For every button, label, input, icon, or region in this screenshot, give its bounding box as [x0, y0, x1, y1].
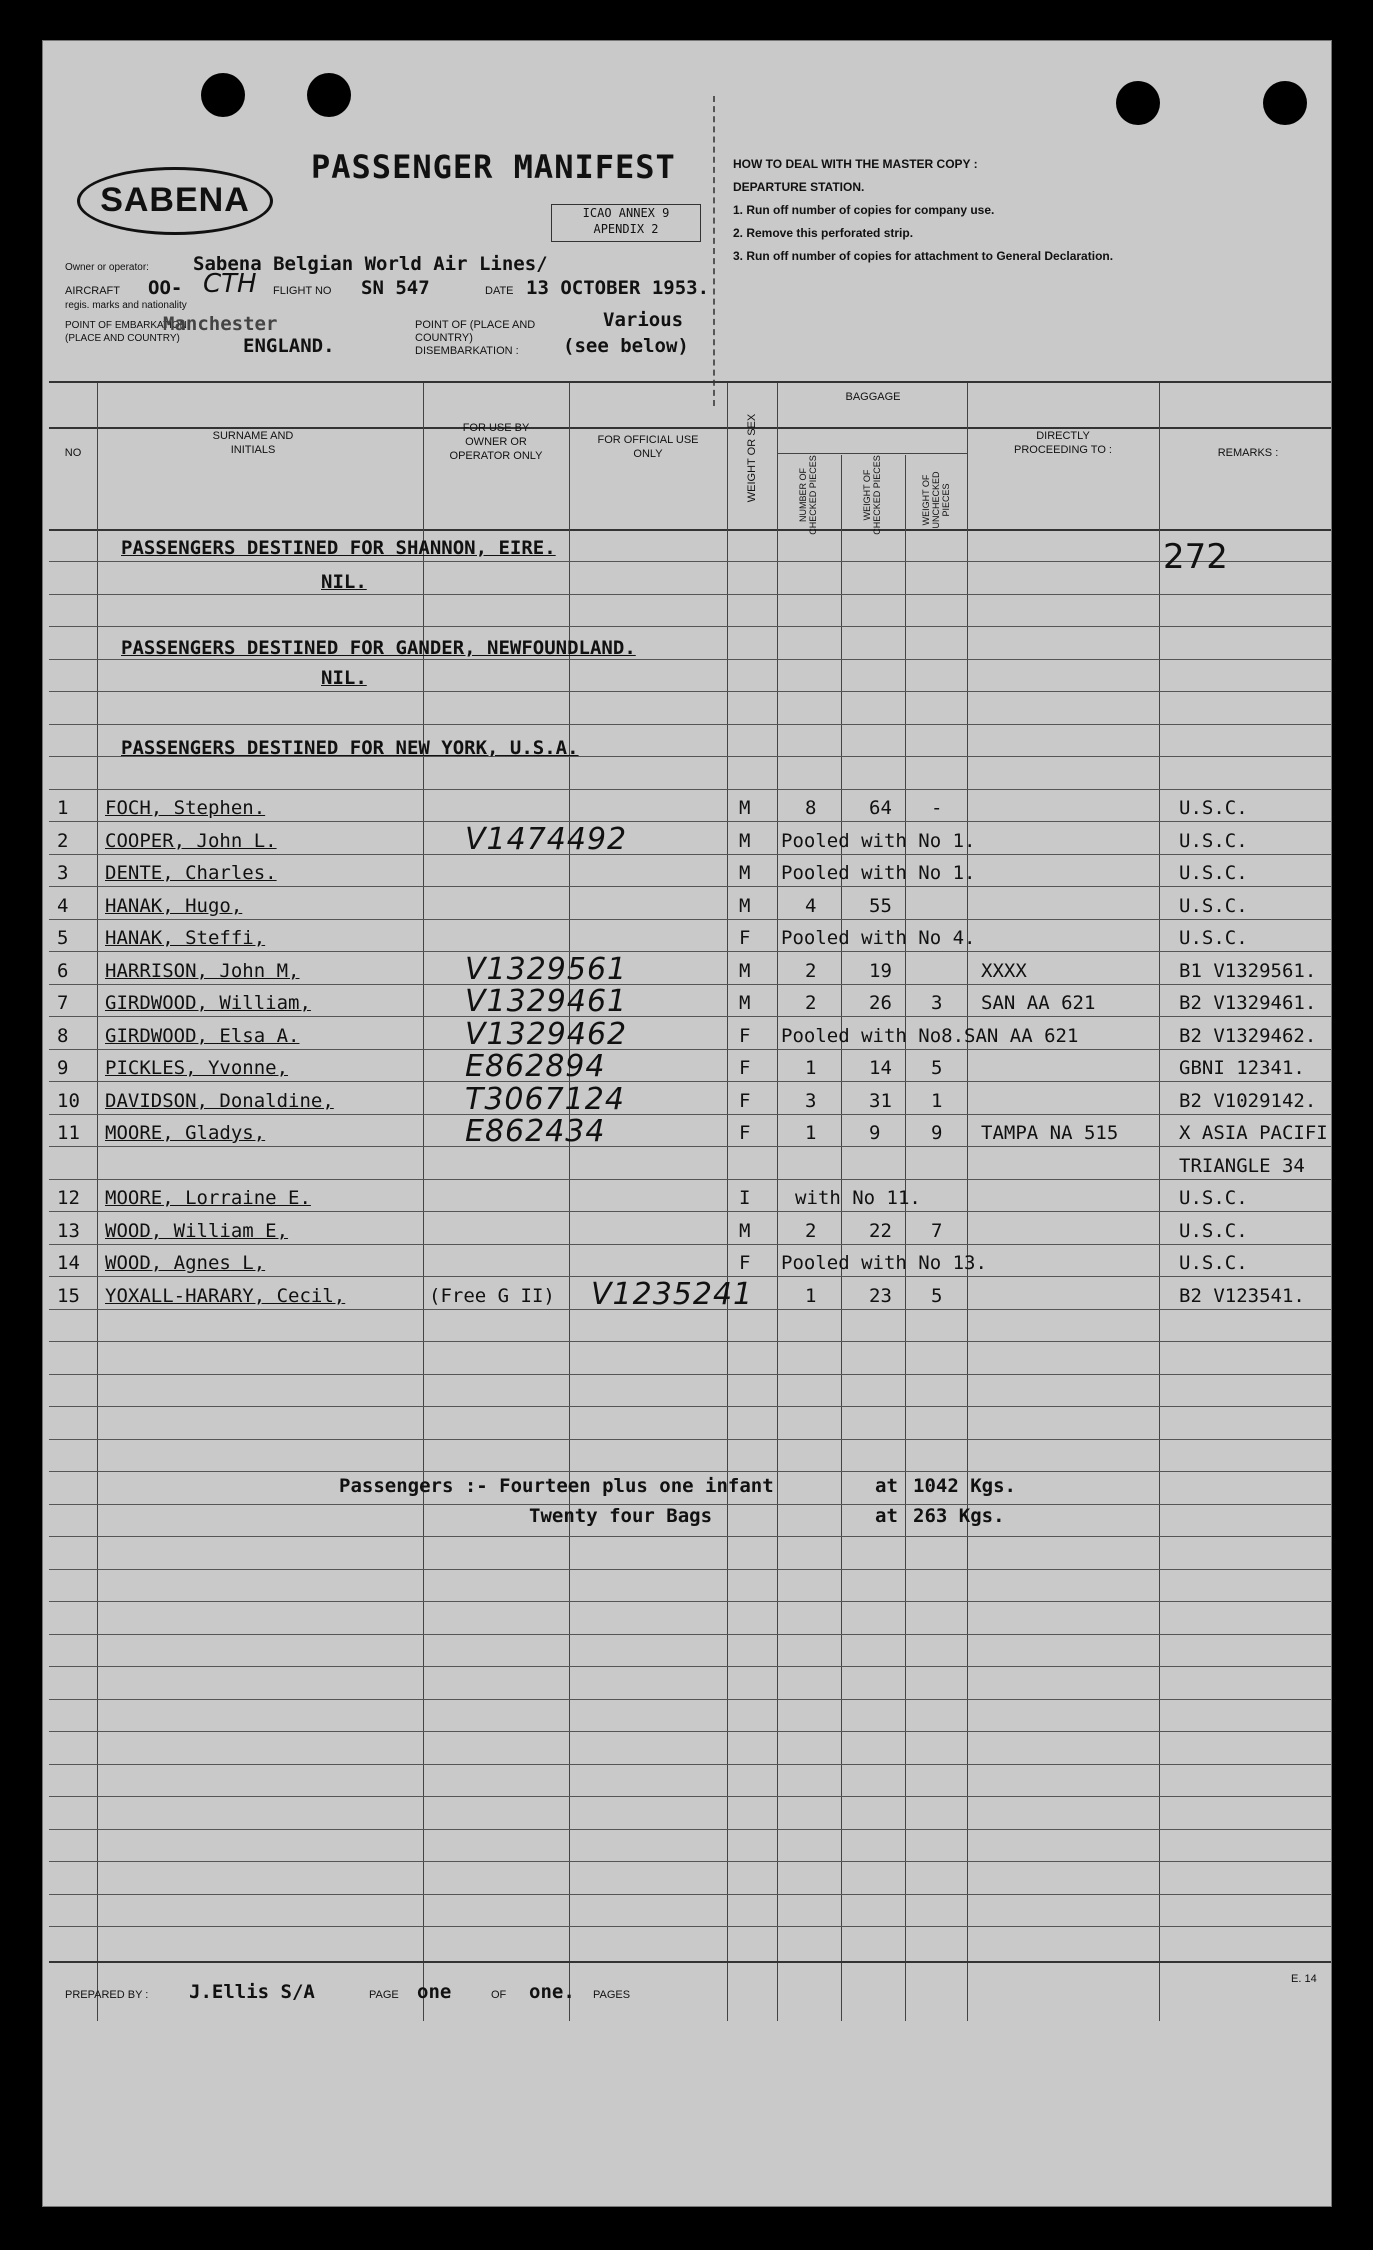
section-title: PASSENGERS DESTINED FOR SHANNON, EIRE. [121, 537, 556, 559]
checked-pieces: 1 [805, 1285, 817, 1307]
section-note: NIL. [321, 667, 367, 689]
col-divider [423, 383, 424, 2021]
ruled-line [49, 1374, 1331, 1375]
passenger-name: HANAK, Hugo, [105, 895, 243, 917]
totals-at: at [875, 1475, 898, 1497]
ruled-line [49, 1341, 1331, 1342]
punch-hole [1116, 81, 1160, 125]
passenger-sex: M [739, 1220, 751, 1242]
passenger-name: MOORE, Lorraine E. [105, 1187, 311, 1209]
passenger-sex: F [739, 927, 751, 949]
handwritten-passport-number: E862894 [465, 1049, 606, 1084]
checked-weight: 26 [869, 992, 892, 1014]
row-number: 12 [57, 1187, 80, 1209]
passenger-name: DENTE, Charles. [105, 862, 277, 884]
ruled-line [49, 1179, 1331, 1180]
pooled-note: Pooled with No 13. [781, 1252, 987, 1274]
passenger-name: FOCH, Stephen. [105, 797, 266, 819]
aircraft-value: OO- [148, 277, 183, 299]
checked-weight: 55 [869, 895, 892, 917]
passenger-sex: F [739, 1122, 751, 1144]
of-label: OF [491, 1989, 507, 2001]
checked-weight: 19 [869, 960, 892, 982]
passenger-sex: M [739, 960, 751, 982]
ruled-line [49, 1114, 1331, 1115]
passenger-name: GIRDWOOD, William, [105, 992, 311, 1014]
handwritten-passport-number: V1235241 [591, 1277, 754, 1312]
ruled-line [49, 919, 1331, 920]
col-surname: SURNAME AND INITIALS [212, 430, 294, 456]
col-unchecked-weight: WEIGHT OF UNCHECKED PIECES [921, 471, 951, 529]
passenger-name: COOPER, John L. [105, 830, 277, 852]
ruled-line [49, 1666, 1331, 1667]
ruled-line [49, 594, 1331, 595]
pooled-note: Pooled with No 1. [781, 830, 976, 852]
passenger-sex: F [739, 1252, 751, 1274]
handwritten-passport-number: T3067124 [465, 1082, 625, 1117]
col-checked-weight: WEIGHT OF CHECKED PIECES [862, 455, 882, 535]
totals-passenger-kgs: 1042 Kgs. [913, 1475, 1016, 1497]
prepared-value: J.Ellis S/A [189, 1981, 315, 2003]
flight-label: FLIGHT NO [273, 285, 332, 297]
remarks: X ASIA PACIFI [1179, 1122, 1328, 1144]
remarks: GBNI 12341. [1179, 1057, 1305, 1079]
handwritten-passport-number: V1329462 [465, 1017, 628, 1052]
date-value: 13 OCTOBER 1953. [526, 277, 710, 299]
checked-pieces: 2 [805, 1220, 817, 1242]
ruled-line [49, 659, 1331, 660]
owner-value: Sabena Belgian World Air Lines/ [193, 253, 548, 275]
totals-at: at [875, 1505, 898, 1527]
col-divider [777, 383, 778, 2021]
ruled-line [49, 1081, 1331, 1082]
row-number: 8 [57, 1025, 69, 1047]
ruled-line [49, 1926, 1331, 1927]
totals-passengers: Passengers :- Fourteen plus one infant [339, 1475, 774, 1497]
icao-box [551, 204, 701, 242]
ruled-line [49, 789, 1331, 790]
ruled-line [49, 886, 1331, 887]
passenger-name: WOOD, Agnes L, [105, 1252, 266, 1274]
proceeding-to: TAMPA NA 515 [981, 1122, 1119, 1144]
remarks: B2 V1329461. [1179, 992, 1317, 1014]
checked-weight: 31 [869, 1090, 892, 1112]
disembark-value: Various [603, 309, 684, 331]
header-rule [49, 381, 1331, 383]
col-baggage: BAGGAGE [845, 391, 901, 403]
remarks: U.S.C. [1179, 1187, 1248, 1209]
col-remarks: REMARKS : [1217, 447, 1279, 459]
checked-weight: 23 [869, 1285, 892, 1307]
row-number: 1 [57, 797, 69, 819]
checked-pieces: 4 [805, 895, 817, 917]
handwritten-passport-number: V1329461 [465, 984, 628, 1019]
passenger-sex: M [739, 895, 751, 917]
handwritten-passport-number: V1474492 [465, 822, 628, 857]
ruled-line [49, 1049, 1331, 1050]
footer-rule [49, 1961, 1331, 1963]
ruled-line [49, 691, 1331, 692]
col-divider [841, 455, 842, 2021]
remarks: U.S.C. [1179, 1220, 1248, 1242]
checked-weight: 22 [869, 1220, 892, 1242]
handwritten-passport-number: E862434 [465, 1114, 606, 1149]
remarks: U.S.C. [1179, 862, 1248, 884]
perforation-line [713, 96, 715, 406]
ruled-line [49, 1731, 1331, 1732]
header-rule [49, 529, 1331, 531]
ruled-line [49, 1601, 1331, 1602]
passenger-name: GIRDWOOD, Elsa A. [105, 1025, 300, 1047]
page-label: PAGE [369, 1989, 399, 2001]
row-number: 5 [57, 927, 69, 949]
pages-label: PAGES [593, 1989, 631, 2001]
instructions [733, 153, 1323, 268]
unchecked-weight: 5 [931, 1057, 943, 1079]
embark-value: Manchester [163, 313, 278, 335]
section-note: NIL. [321, 571, 367, 593]
ruled-line [49, 854, 1331, 855]
punch-hole [307, 73, 351, 117]
row-number: 9 [57, 1057, 69, 1079]
col-official: FOR OFFICIAL USE ONLY [597, 434, 699, 460]
ruled-line [49, 1861, 1331, 1862]
col-no: NO [64, 447, 82, 459]
page-value: one [417, 1981, 452, 2003]
handwritten-passport-number: V1329561 [465, 952, 628, 987]
disembark-note: (see below) [563, 335, 689, 357]
remark-number: 272 [1163, 537, 1228, 577]
unchecked-weight: 1 [931, 1090, 943, 1112]
unchecked-weight: 3 [931, 992, 943, 1014]
ruled-line [49, 1244, 1331, 1245]
section-title: PASSENGERS DESTINED FOR NEW YORK, U.S.A. [121, 737, 579, 759]
remarks: U.S.C. [1179, 895, 1248, 917]
ruled-line [49, 1894, 1331, 1895]
row-number: 14 [57, 1252, 80, 1274]
passenger-name: PICKLES, Yvonne, [105, 1057, 289, 1079]
passenger-name: WOOD, William E, [105, 1220, 289, 1242]
ruled-line [49, 1439, 1331, 1440]
ruled-line [49, 1211, 1331, 1212]
col-divider [569, 383, 570, 2021]
passenger-sex: F [739, 1025, 751, 1047]
row-number: 3 [57, 862, 69, 884]
ruled-line [49, 1569, 1331, 1570]
regis-label: regis. marks and nationality [65, 300, 187, 311]
col-divider [1159, 383, 1160, 2021]
checked-weight: 64 [869, 797, 892, 819]
embark-country: ENGLAND. [243, 335, 335, 357]
unchecked-weight: 7 [931, 1220, 943, 1242]
row-number: 15 [57, 1285, 80, 1307]
aircraft-label: AIRCRAFT [65, 285, 120, 297]
totals-bags: Twenty four Bags [529, 1505, 713, 1527]
unchecked-weight: 5 [931, 1285, 943, 1307]
ruled-line [49, 1146, 1331, 1147]
date-label: DATE [485, 285, 514, 297]
col-divider [97, 383, 98, 2021]
ruled-line [49, 724, 1331, 725]
unchecked-weight: 9 [931, 1122, 943, 1144]
unchecked-weight: - [931, 797, 943, 819]
checked-weight: 14 [869, 1057, 892, 1079]
remarks: U.S.C. [1179, 830, 1248, 852]
checked-pieces: 2 [805, 960, 817, 982]
col-checked-pieces: NUMBER OF CHECKED PIECES [798, 455, 818, 535]
pooled-note: with No 11. [795, 1187, 921, 1209]
passenger-sex: M [739, 797, 751, 819]
ruled-line [49, 1406, 1331, 1407]
remarks: B2 V1329462. [1179, 1025, 1317, 1047]
proceeding-to: XXXX [981, 960, 1027, 982]
passenger-sex: I [739, 1187, 751, 1209]
remarks: B1 V1329561. [1179, 960, 1317, 982]
passenger-sex: M [739, 992, 751, 1014]
remarks: TRIANGLE 34 [1179, 1155, 1305, 1177]
passenger-sex: F [739, 1090, 751, 1112]
remarks: U.S.C. [1179, 1252, 1248, 1274]
row-number: 2 [57, 830, 69, 852]
pages-value: one. [529, 1981, 575, 2003]
instruction-line: HOW TO DEAL WITH THE MASTER COPY : [733, 157, 978, 171]
ruled-line [49, 1764, 1331, 1765]
row-number: 13 [57, 1220, 80, 1242]
icao-line: ICAO ANNEX 9 [582, 206, 670, 220]
checked-pieces: 3 [805, 1090, 817, 1112]
row-number: 7 [57, 992, 69, 1014]
aircraft-hand: CTH [203, 269, 257, 299]
form-code: E. 14 [1291, 1973, 1317, 1985]
remarks: U.S.C. [1179, 927, 1248, 949]
punch-hole [201, 73, 245, 117]
checked-weight: 9 [869, 1122, 881, 1144]
col-weight-sex: WEIGHT OR SEX [746, 413, 758, 503]
prepared-label: PREPARED BY : [65, 1989, 149, 2001]
disembark-label: POINT OF (PLACE AND COUNTRY) DISEMBARKATION : [415, 319, 536, 357]
remarks: B2 V1029142. [1179, 1090, 1317, 1112]
pooled-note: Pooled with No 4. [781, 927, 976, 949]
checked-pieces: 8 [805, 797, 817, 819]
col-owner-use: FOR USE BY OWNER OR OPERATOR ONLY [449, 422, 543, 462]
col-divider [967, 383, 968, 2021]
icao-line: APENDIX 2 [593, 222, 659, 236]
ruled-line [49, 1699, 1331, 1700]
ruled-line [49, 561, 1331, 562]
passenger-sex: F [739, 1057, 751, 1079]
ruled-line [49, 984, 1331, 985]
sabena-logo: SABENA [77, 167, 273, 235]
ruled-line [49, 1016, 1331, 1017]
checked-pieces: 1 [805, 1057, 817, 1079]
instruction-line: 3. Run off number of copies for attachment to General Declaration. [733, 249, 1114, 263]
col-divider [905, 455, 906, 2021]
instruction-line: 2. Remove this perforated strip. [733, 226, 914, 240]
passenger-name: DAVIDSON, Donaldine, [105, 1090, 334, 1112]
col-divider [727, 383, 728, 2021]
ruled-line [49, 1471, 1331, 1472]
passenger-name: HARRISON, John M, [105, 960, 300, 982]
instruction-line: DEPARTURE STATION. [733, 180, 865, 194]
proceeding-to: SAN AA 621 [981, 992, 1096, 1014]
ruled-line [49, 951, 1331, 952]
page-title: PASSENGER MANIFEST [311, 148, 676, 186]
section-title: PASSENGERS DESTINED FOR GANDER, NEWFOUNDLAND. [121, 637, 636, 659]
ruled-line [49, 1536, 1331, 1537]
embark-label: POINT OF EMBARKATION (PLACE AND COUNTRY) [65, 320, 187, 344]
manifest-sheet [42, 40, 1332, 2207]
ruled-line [49, 1796, 1331, 1797]
owner-label: Owner or operator: [65, 262, 149, 273]
remarks: B2 V123541. [1179, 1285, 1305, 1307]
pooled-note: Pooled with No8.SAN AA 621 [781, 1025, 1079, 1047]
ruled-line [49, 626, 1331, 627]
passenger-sex: (Free G II) [429, 1285, 555, 1307]
ruled-line [49, 1634, 1331, 1635]
row-number: 10 [57, 1090, 80, 1112]
punch-hole [1263, 81, 1307, 125]
ruled-line [49, 821, 1331, 822]
ruled-line [49, 1829, 1331, 1830]
instruction-line: 1. Run off number of copies for company use. [733, 203, 995, 217]
pooled-note: Pooled with No 1. [781, 862, 976, 884]
remarks: U.S.C. [1179, 797, 1248, 819]
checked-pieces: 2 [805, 992, 817, 1014]
row-number: 6 [57, 960, 69, 982]
checked-pieces: 1 [805, 1122, 817, 1144]
passenger-sex: M [739, 830, 751, 852]
passenger-name: YOXALL-HARARY, Cecil, [105, 1285, 346, 1307]
row-number: 11 [57, 1122, 80, 1144]
passenger-name: HANAK, Steffi, [105, 927, 266, 949]
passenger-sex: M [739, 862, 751, 884]
passenger-name: MOORE, Gladys, [105, 1122, 266, 1144]
row-number: 4 [57, 895, 69, 917]
flight-value: SN 547 [361, 277, 430, 299]
totals-bag-kgs: 263 Kgs. [913, 1505, 1005, 1527]
col-proceeding: DIRECTLY PROCEEDING TO : [1013, 430, 1112, 456]
